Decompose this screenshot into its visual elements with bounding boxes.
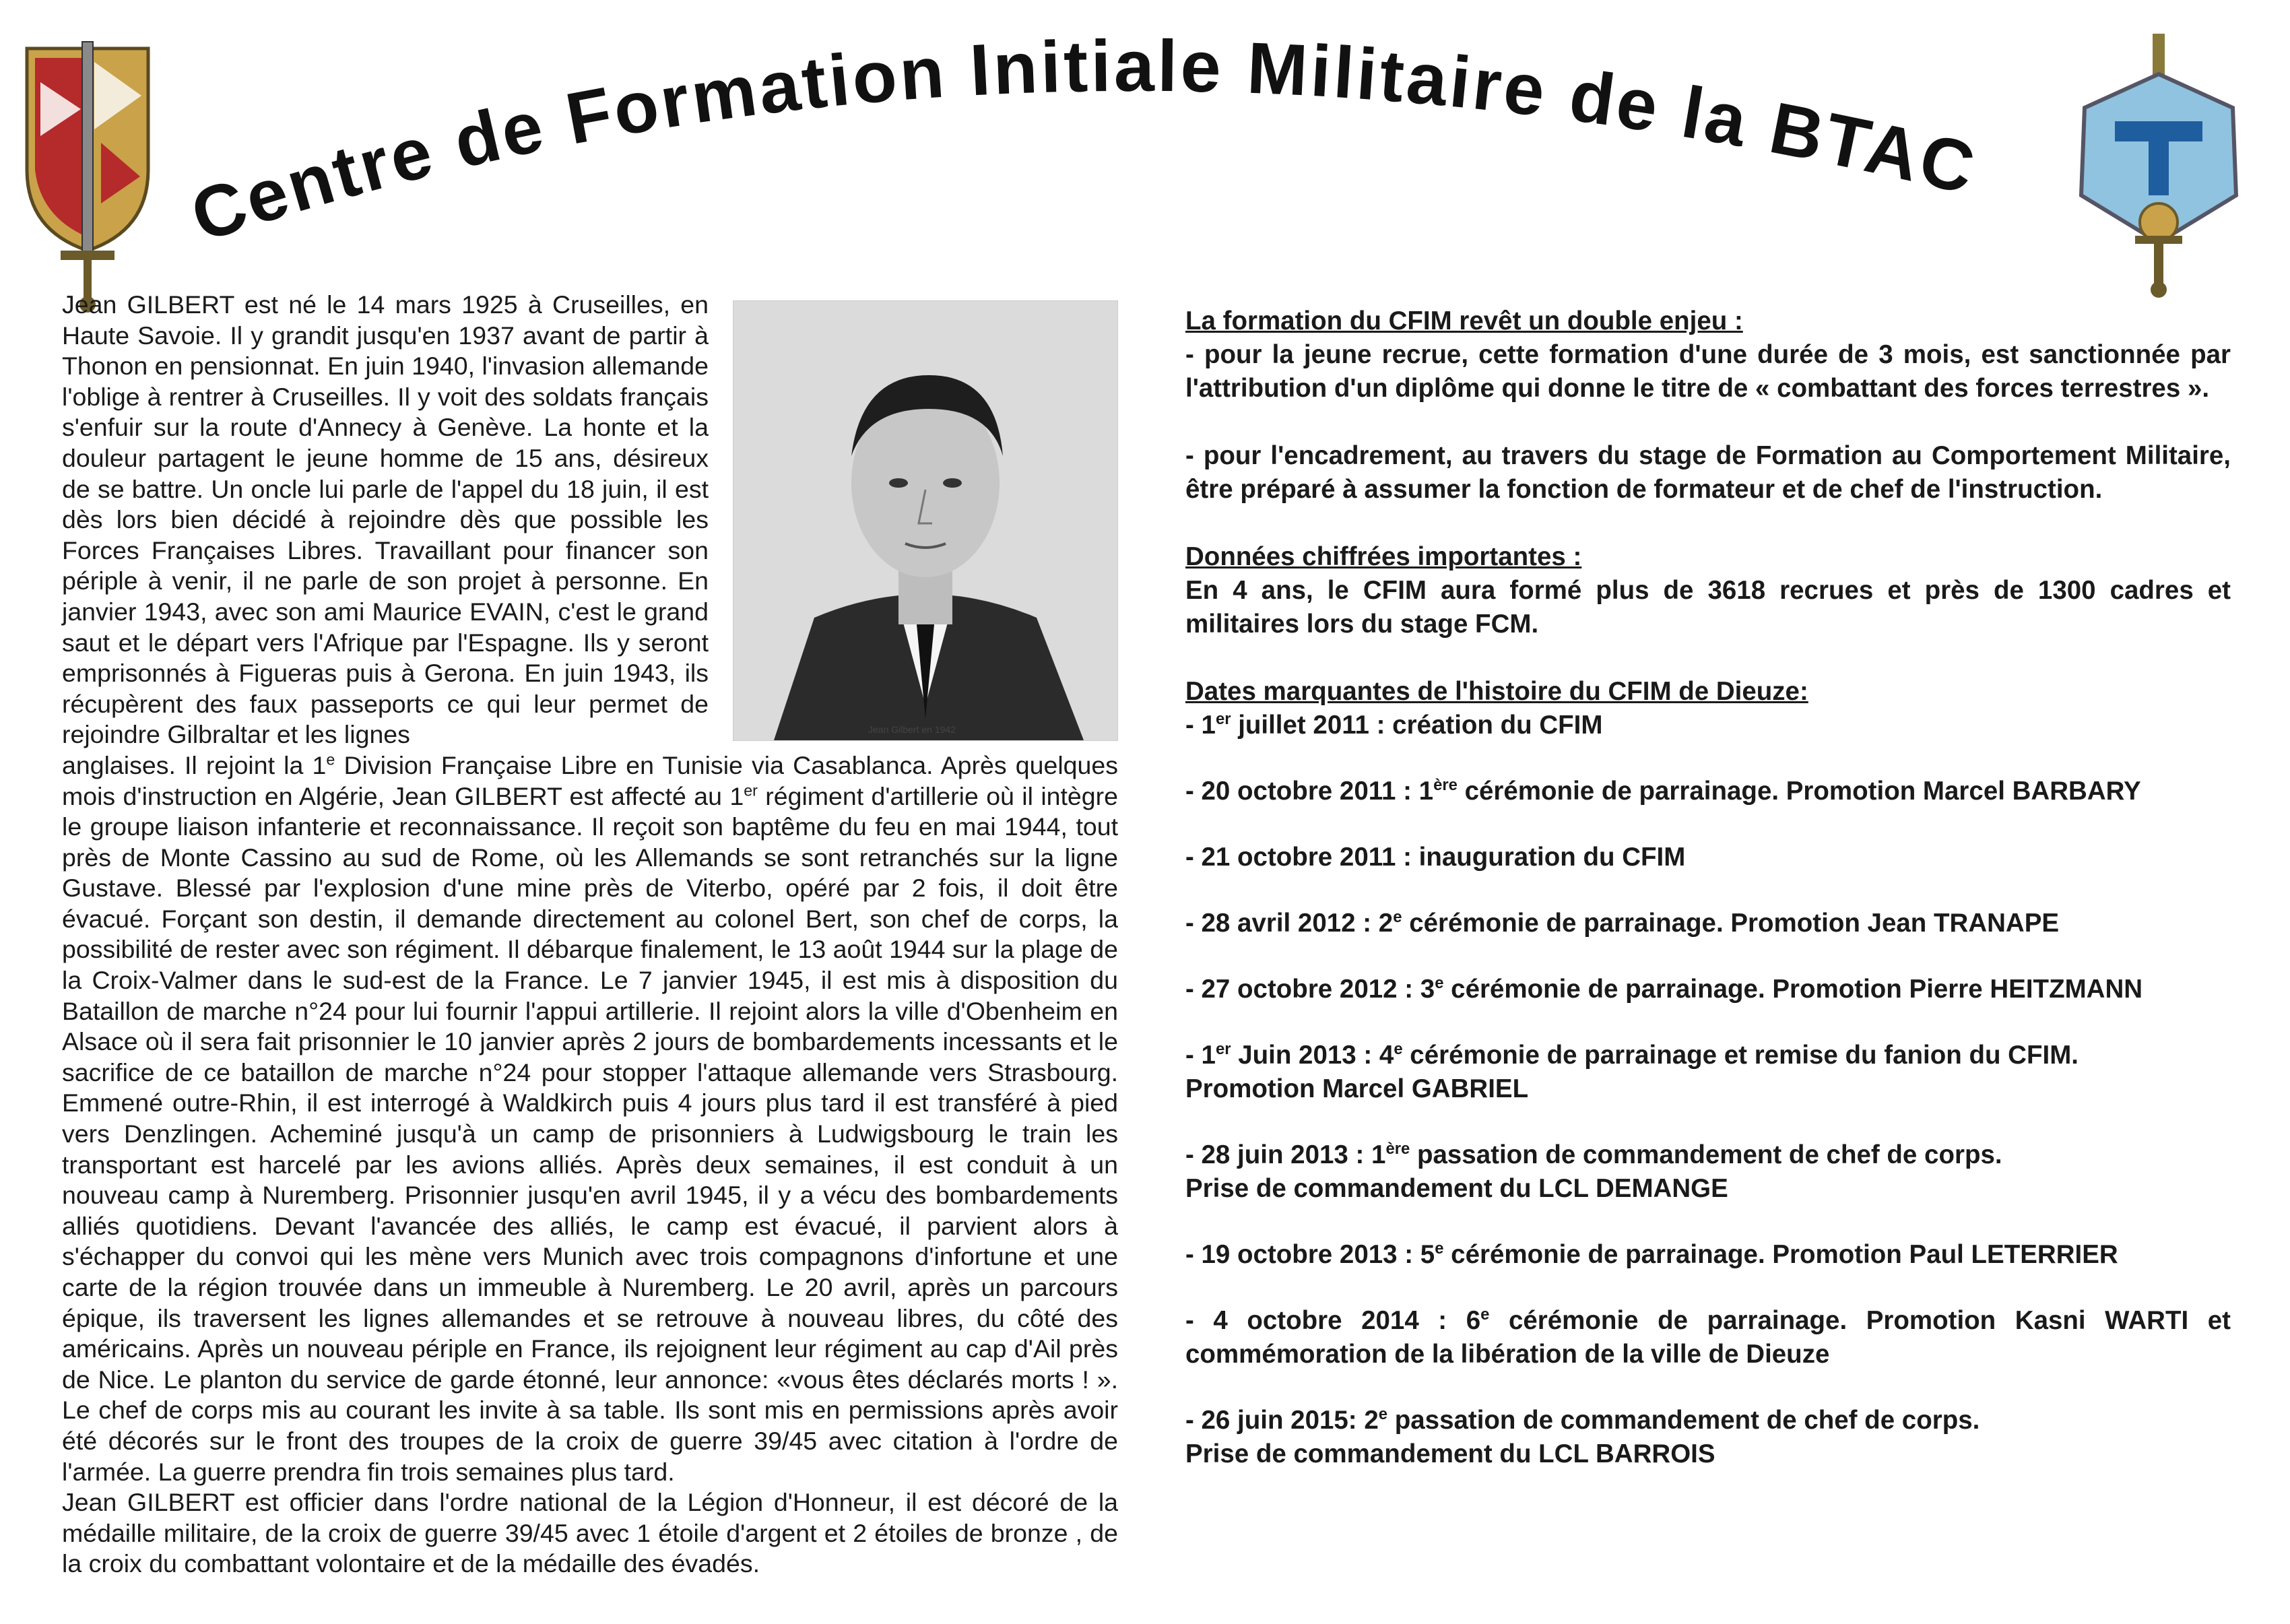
page-title: Centre de Formation Initiale Militaire de la BTAC	[181, 24, 1985, 257]
bio-paragraph-2: anglaises. Il rejoint la 1e Division Française Libre en Tunisie via Casablanca. Après quelques mois d'instruction en Algérie, Jean GILBERT est affecté au 1er régiment d'artillerie où il intègre le groupe liaison infanterie et reconnaissance. Il reçoit son baptême du feu en mai 1944, tout près de Monte Cassino au sud de Rome, où les Allemands se sont retranchés sur la ligne Gustave. Blessé par l'explosion d'une mine près de Viterbo, opéré par 2 fois, il doit être évacué. Forçant son destin, il demande directement au colonel Bert, son chef de corps, la possibilité de rester avec son régiment. Il débarque finalement, le 13 août 1944 sur la plage de la Croix-Valmer dans le sud-est de la France. Le 7 janvier 1945, il est mis à disposition du Bataillon de marche n°24 pour lui fournir l'appui artillerie. Il rejoint alors la ville d'Obenheim en Alsace où il sera fait prisonnier le 10 janvier après 2 jours de bombardements incessants et le sacrifice de ce bataillon de marche n°24 pour stopper l'attaque allemande vers Strasbourg. Emmené outre-Rhin, il est interrogé à Waldkirch puis 4 jours plus tard il est transféré à pied vers Denzlingen. Acheminé jusqu'à un camp de prisonniers à Ludwigsbourg le train les transportant est harcelé par les avions alliés. Après deux semaines, il est conduit à un nouveau camp à Nuremberg. Prisonnier jusqu'en avril 1945, il y a vécu des bombardements alliés quotidiens. Devant l'avancée des alliés, le camp est évacué, il parvient alors à s'échapper du convoi qui les mène vers Munich avec trois compagnons d'infortune et une carte de la région trouvée dans un immeuble à Nuremberg. Le 20 avril, après un parcours épique, ils traversent les lignes allemandes et se retrouve à nouveau libres, du côté des américains. Après un nouveau périple en France, ils rejoignent leur régiment au cap d'Ail près de Nice. Le planton du service de garde étonné, leur annonce: «vous êtes déclarés morts ! ». Le chef de corps mis au courant les invite à sa table. Ils sont mis en permissions après avoir été décorés sur le front des troupes de la croix de guerre 39/45 avec citation à l'ordre de l'armée. La guerre prendra fin trois semaines plus tard.	[62, 750, 1118, 1486]
bio-paragraph-1: Jean GILBERT est né le 14 mars 1925 à Cruseilles, en Haute Savoie. Il y grandit jusqu'en 1937 avant de partir à Thonon en pensionnat. En juin 1940, l'invasion allemande l'oblige à rentrer à Cruseilles. Il y voit des soldats français s'enfuir sur la route d'Annecy à Genève. La honte et la douleur partagent le jeune homme de 15 ans, désireux de se battre. Un oncle lui parle de l'appel du 18 juin, il est dès lors bien décidé à rejoindre dès que possible les Forces Françaises Libres. Travaillant pour financer son périple à venir, il ne parle de son projet à personne. En janvier 1943, avec son ami Maurice EVAIN, c'est le grand saut et le départ vers l'Afrique par l'Espagne. Ils y seront emprisonnés à Figueras puis à Gerona. En juin 1943, ils récupèrent des faux passeports ce qui leur permet de rejoindre Gilbraltar et les lignes	[62, 290, 709, 749]
dates-heading: Dates marquantes de l'histoire du CFIM de Dieuze:	[1185, 677, 1808, 706]
photo-caption: Jean Gilbert en 1942	[868, 724, 956, 735]
svg-text:Centre de Formation Initiale M	[181, 25, 1984, 257]
date-item: - 4 octobre 2014 : 6e cérémonie de parrainage. Promotion Kasni WARTI et commémoration de la libération de la ville de Dieuze	[1185, 1305, 2231, 1369]
bio-paragraph-3: Jean GILBERT est officier dans l'ordre national de la Légion d'Honneur, il est décoré de la médaille militaire, de la croix de guerre 39/45 avec 1 étoile d'argent et 2 étoiles de bronze , de la croix du combattant volontaire et de la médaille des évadés.	[62, 1488, 1118, 1578]
figures-heading: Données chiffrées importantes :	[1185, 542, 1582, 571]
formation-item-cadre: - pour l'encadrement, au travers du stage de Formation au Comportement Militaire, être préparé à assumer la fonction de formateur et de chef de l'instruction.	[1185, 441, 2231, 504]
date-item: - 19 octobre 2013 : 5e cérémonie de parrainage. Promotion Paul LETERRIER	[1185, 1239, 2118, 1269]
date-item: - 1er Juin 2013 : 4e cérémonie de parrainage et remise du fanion du CFIM.	[1185, 1040, 2079, 1070]
brigade-insignia-right	[2068, 34, 2250, 303]
date-item: - 21 octobre 2011 : inauguration du CFIM	[1185, 843, 1686, 872]
figures-text: En 4 ans, le CFIM aura formé plus de 3618 recrues et près de 1300 cadres et militaires lors du stage FCM.	[1185, 576, 2231, 639]
date-item: - 28 avril 2012 : 2e cérémonie de parrainage. Promotion Jean TRANAPE	[1185, 908, 2060, 938]
cfim-info-column	[1185, 304, 2231, 1471]
date-item: - 27 octobre 2012 : 3e cérémonie de parrainage. Promotion Pierre HEITZMANN	[1185, 974, 2143, 1004]
date-item: - 1er juillet 2011 : création du CFIM	[1185, 710, 1603, 740]
dates-list	[1185, 709, 2231, 1471]
biography-column	[62, 290, 1118, 1580]
arched-title	[0, 0, 2290, 283]
date-item-continuation: Prise de commandement du LCL DEMANGE	[1185, 1174, 1728, 1203]
date-item: - 26 juin 2015: 2e passation de commandement de chef de corps.	[1185, 1405, 1980, 1435]
date-item-continuation: Prise de commandement du LCL BARROIS	[1185, 1439, 1715, 1468]
formation-item-recruit: - pour la jeune recrue, cette formation d'une durée de 3 mois, est sanctionnée par l'attribution d'un diplôme qui donne le titre de « combattant des forces terrestres ».	[1185, 340, 2231, 403]
date-item-continuation: Promotion Marcel GABRIEL	[1185, 1074, 1529, 1103]
regiment-insignia-left	[20, 35, 155, 318]
formation-heading: La formation du CFIM revêt un double enjeu :	[1185, 306, 1743, 335]
date-item: - 20 octobre 2011 : 1ère cérémonie de parrainage. Promotion Marcel BARBARY	[1185, 776, 2141, 806]
date-item: - 28 juin 2013 : 1ère passation de commandement de chef de corps.	[1185, 1140, 2002, 1169]
